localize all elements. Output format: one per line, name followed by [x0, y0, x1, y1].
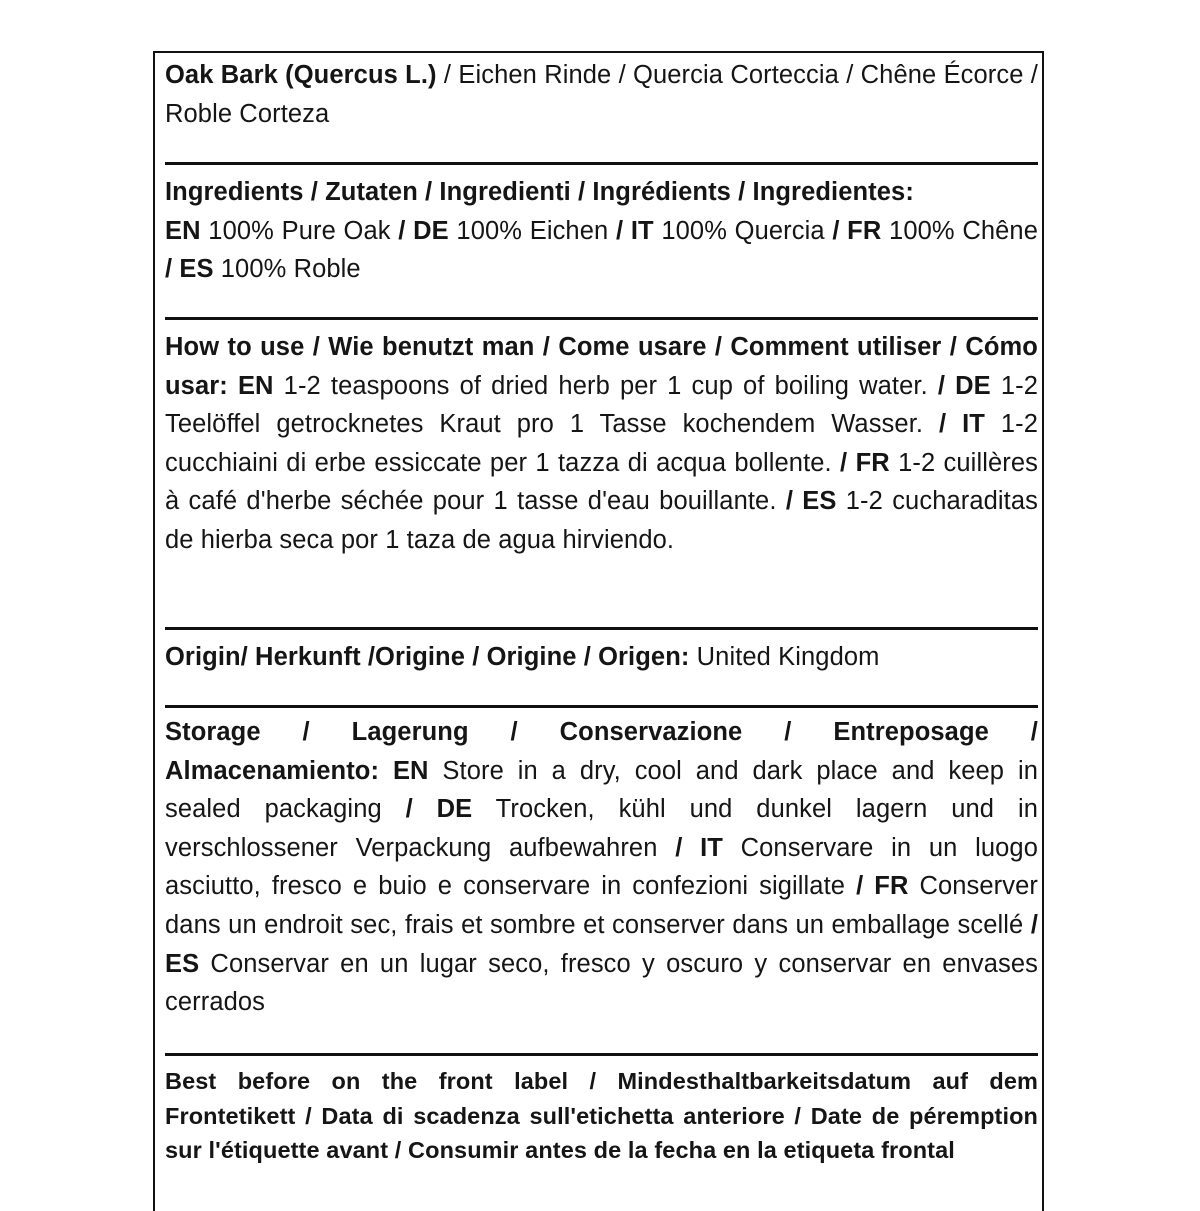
- origin-section: [165, 638, 1038, 677]
- lang-code: IT: [700, 833, 723, 862]
- ingredients-section: [165, 173, 1038, 289]
- usage-text: 1-2 cucharaditas de hierba seca por 1 taza de agua hirviendo.: [165, 487, 1038, 554]
- storage-text: Conservare in un luogo asciutto, fresco e buio e conservare in confezioni sigillate: [165, 833, 1038, 901]
- how-to-use-heading: How to use / Wie benutzt man / Come usare / Comment utiliser / Cómo usar:: [165, 333, 1038, 400]
- ingredients-heading: Ingredients / Zutaten / Ingredienti / Ingrédients / Ingredientes:: [165, 178, 914, 206]
- lang-code: FR: [847, 216, 882, 245]
- ingredient-text: 100% Quercia: [653, 216, 833, 245]
- lang-code: DE: [955, 371, 991, 400]
- lang-code: ES: [179, 255, 214, 284]
- usage-text: 1-2 teaspoons of dried herb per 1 cup of boiling water.: [273, 371, 938, 400]
- origin-heading: Origin/ Herkunft /Origine / Origine / Origen:: [165, 643, 690, 671]
- separator: /: [937, 371, 946, 400]
- lang-code: DE: [436, 795, 473, 824]
- ingredient-text: 100% Roble: [213, 255, 361, 284]
- origin-value: United Kingdom: [689, 643, 880, 671]
- storage-section: [165, 713, 1038, 1022]
- storage-heading: [165, 713, 1038, 752]
- lang-code: EN: [237, 371, 274, 400]
- storage-heading-end: Almacenamiento:: [165, 756, 380, 785]
- separator: /: [165, 255, 173, 284]
- ingredient-text: 100% Pure Oak: [200, 216, 399, 245]
- storage-text: Conserver dans un endroit sec, frais et sombre et conserver dans un emballage scellé: [165, 872, 1038, 939]
- lang-code: ES: [165, 949, 200, 978]
- lang-code: FR: [874, 872, 909, 901]
- lang-code: FR: [855, 448, 890, 477]
- lang-code: ES: [802, 487, 837, 516]
- separator: /: [405, 795, 413, 824]
- separator: /: [1030, 910, 1038, 939]
- separator: /: [840, 448, 848, 477]
- ingredient-text: 100% Chêne: [881, 216, 1038, 245]
- usage-text: 1-2 cucchiaini di erbe essiccate per 1 tazza di acqua bollente.: [165, 410, 1038, 477]
- divider: [165, 162, 1038, 165]
- storage-text: Trocken, kühl und dunkel lagern und in verschlossener Verpackung aufbewahren: [165, 795, 1038, 862]
- lang-code: EN: [165, 216, 201, 245]
- separator: /: [785, 487, 793, 516]
- lang-code: IT: [962, 410, 985, 439]
- ingredient-text: 100% Eichen: [448, 216, 616, 245]
- separator: /: [398, 216, 406, 245]
- product-name-translations: / Eichen Rinde / Quercia Corteccia / Chêne Écorce / Roble Corteza: [165, 61, 1038, 128]
- separator: /: [856, 872, 864, 901]
- usage-text: 1-2 cuillères à café d'herbe séchée pour 1 tasse d'eau bouillante.: [165, 448, 1038, 516]
- usage-text: 1-2 Teelöffel getrocknetes Kraut pro 1 Tasse kochendem Wasser.: [165, 371, 1039, 439]
- separator: /: [615, 216, 624, 245]
- storage-heading-line: Storage / Lagerung / Conservazione / Entreposage /: [165, 718, 1038, 746]
- title-section: [165, 56, 1038, 133]
- divider: [165, 705, 1038, 708]
- separator: /: [832, 216, 840, 245]
- how-to-use-section: [165, 328, 1038, 560]
- divider: [165, 1053, 1038, 1056]
- product-name: Oak Bark (Quercus L.): [165, 61, 437, 89]
- storage-text: Conservar en un lugar seco, fresco y oscuro y conservar en envases cerrados: [165, 949, 1038, 1017]
- lang-code: EN: [392, 756, 429, 785]
- best-before-text: Best before on the front label / Mindesthaltbarkeitsdatum auf dem Frontetikett / Data di scadenza sull'etichetta anteriore / Date de péremption sur l'étiquette avant / Consumir antes de la fecha en la etiqueta frontal: [165, 1068, 1038, 1163]
- lang-code: DE: [413, 216, 449, 245]
- divider: [165, 627, 1038, 630]
- separator: /: [675, 833, 683, 862]
- divider: [165, 317, 1038, 320]
- lang-code: IT: [630, 216, 654, 245]
- separator: /: [938, 410, 947, 439]
- best-before-section: [165, 1064, 1038, 1168]
- storage-text: Store in a dry, cool and dark place and keep in sealed packaging: [165, 756, 1039, 824]
- product-label: [153, 51, 1044, 1211]
